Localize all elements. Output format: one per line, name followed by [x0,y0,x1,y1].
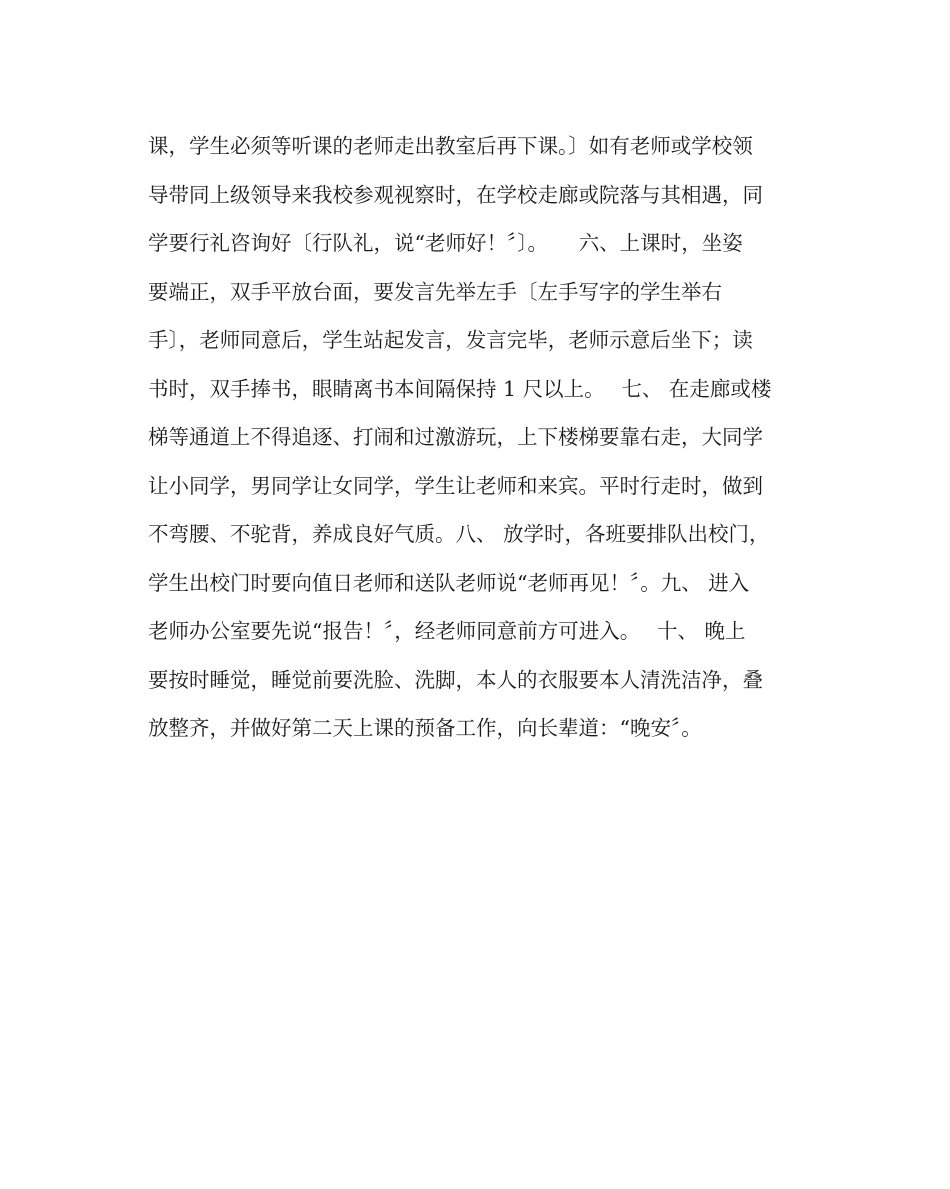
text-line: 课，学生必须等听课的老师走出教室后再下课。〕如有老师或学校领 [148,134,753,158]
text-line: 放整齐，并做好第二天上课的预备工作，向长辈道：“晚安〞。 [148,716,702,740]
document-body [148,122,818,753]
text-line: 让小同学，男同学让女同学，学生让老师和来宾。平时行走时，做到 [148,473,763,498]
text-line: 手〕，老师同意后，学生站起发言，发言完毕，老师示意后坐下；读 [148,328,753,352]
text-line: 要按时睡觉，睡觉前要洗脸、洗脚，本人的衣服要本人清洗洁净，叠 [148,667,763,692]
text-line: 梯等通道上不得追逐、打闹和过激游玩，上下楼梯要靠右走，大同学 [148,425,763,449]
text-line: 老师办公室要先说“报告！〞，经老师同意前方可进入。 十、 晚上 [148,619,746,643]
text-line: 导带同上级领导来我校参观视察时，在学校走廊或院落与其相遇，同 [148,182,763,207]
text-line: 要端正，双手平放台面，要发言先举左手〔左手写字的学生举右 [148,279,722,304]
text-line: 学要行礼咨询好〔行队礼，说“老师好！〞〕。 六、上课时，坐姿 [148,231,743,255]
text-line: 不弯腰、不驼背，养成良好气质。八、 放学时，各班要排队出校门， [148,522,770,546]
text-line: 学生出校门时要向值日老师和送队老师说“老师再见！〞。九、 进入 [148,570,750,595]
text-line: 书时，双手捧书，眼睛离书本间隔保持 1 尺以上。 七、 在走廊或楼 [148,376,772,401]
